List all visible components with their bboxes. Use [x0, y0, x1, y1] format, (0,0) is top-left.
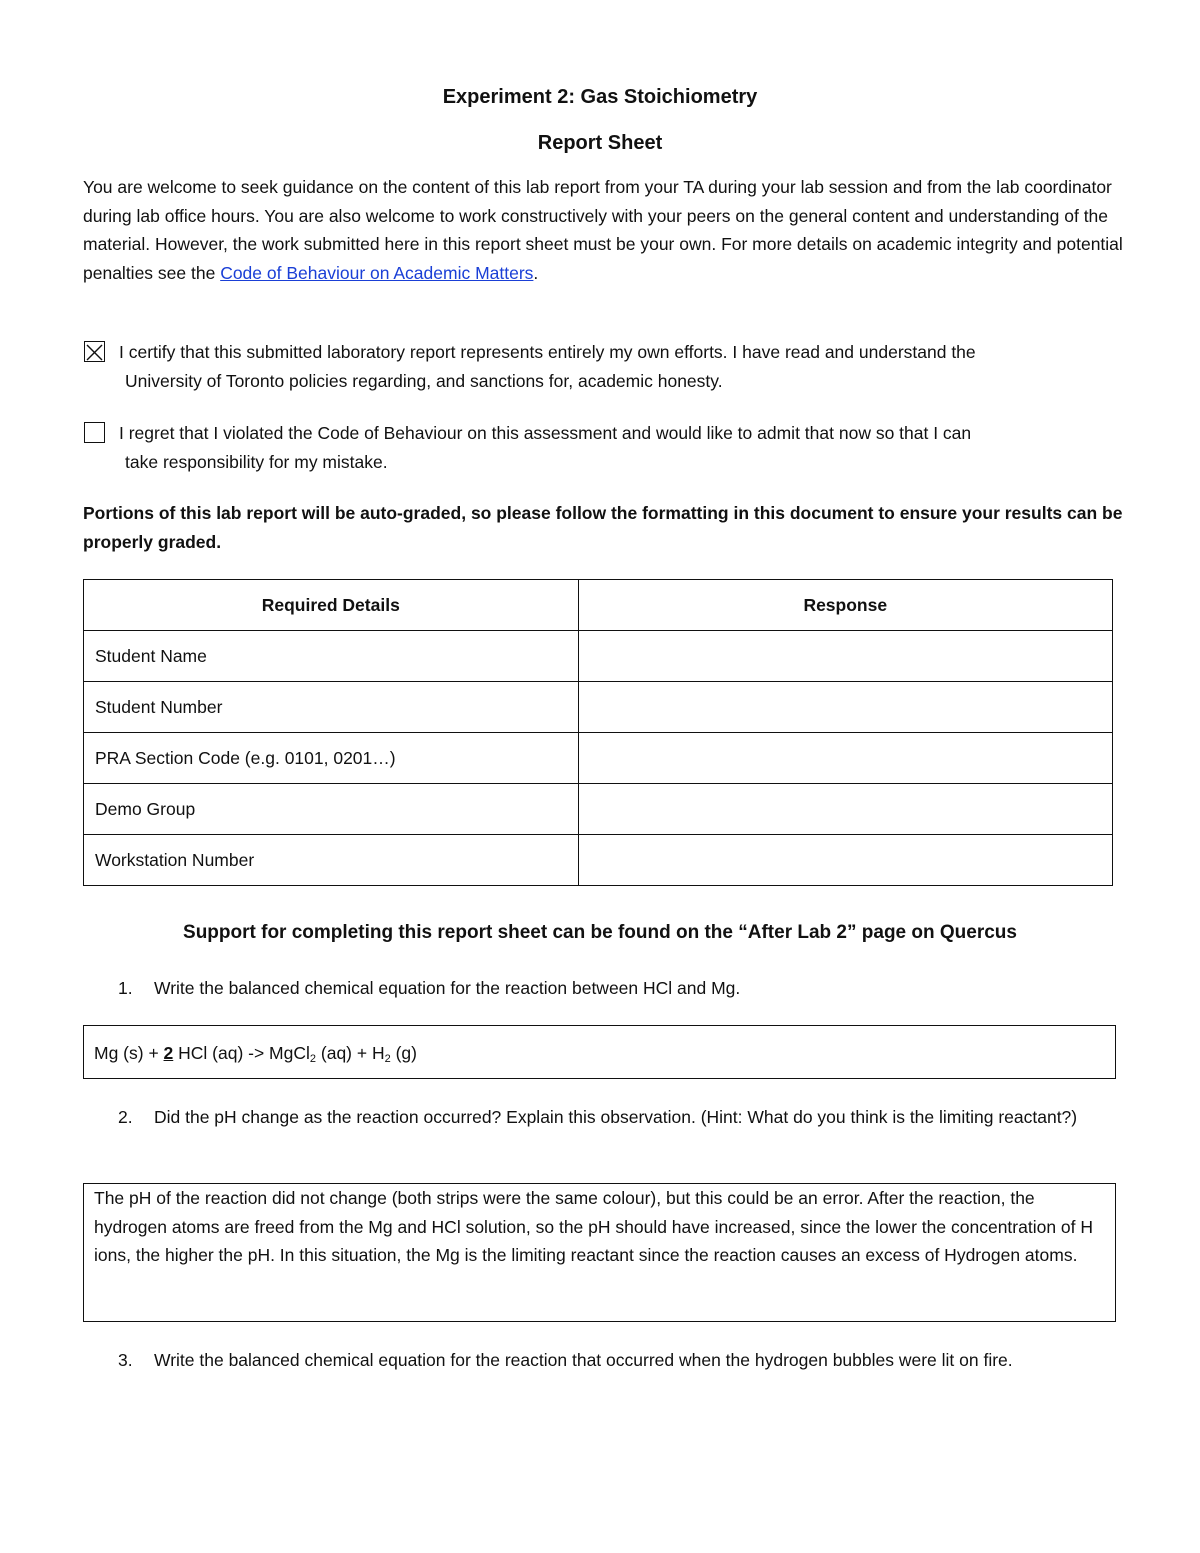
answer-1-part: (g): [390, 1043, 417, 1063]
regret-statement: [83, 419, 1123, 476]
question-2: [118, 1103, 1128, 1132]
question-number: 2.: [118, 1107, 133, 1127]
regret-text-line2: take responsibility for my mistake.: [125, 451, 388, 472]
response-demo-group[interactable]: [578, 784, 1112, 835]
answer-1-part: HCl (aq) -> MgCl: [173, 1043, 310, 1063]
label-demo-group: Demo Group: [84, 784, 579, 835]
checked-x-icon: [85, 343, 104, 362]
page-title: Experiment 2: Gas Stoichiometry: [442, 86, 758, 108]
answer-1-coefficient: 2: [163, 1043, 174, 1063]
table-row: [84, 631, 1113, 682]
label-workstation-number: Workstation Number: [84, 835, 579, 886]
label-student-number: Student Number: [84, 682, 579, 733]
question-text: Did the pH change as the reaction occurred? Explain this observation. (Hint: What do you think is the limiting reactant?): [154, 1107, 1078, 1127]
intro-text-end: .: [533, 262, 539, 283]
certify-text-line1: I certify that this submitted laboratory report represents entirely my own efforts. I have read and understand the: [119, 342, 976, 362]
answer-1-part: (aq) + H: [316, 1043, 385, 1063]
certify-text-line2: University of Toronto policies regarding, and sanctions for, academic honesty.: [125, 370, 723, 391]
question-text: Write the balanced chemical equation for the reaction between HCl and Mg.: [154, 978, 741, 998]
table-row: [84, 682, 1113, 733]
label-pra-section-code: PRA Section Code (e.g. 0101, 0201…): [84, 733, 579, 784]
page-subtitle: Report Sheet: [537, 132, 663, 154]
response-student-number[interactable]: [578, 682, 1112, 733]
intro-text: You are welcome to seek guidance on the content of this lab report from your TA during your lab session and from the lab coordinator during lab office hours. You are also welcome to work constructively with your peers on the general content and understanding of the material. However, the work submitted here in this report sheet must be your own. For more details on academic integrity and potential penalties see the: [83, 177, 1123, 283]
response-workstation-number[interactable]: [578, 835, 1112, 886]
header-required-details: Required Details: [84, 580, 579, 631]
required-details-table: [83, 579, 1113, 886]
response-pra-section-code[interactable]: [578, 733, 1112, 784]
certify-checkbox[interactable]: [84, 341, 105, 362]
question-3: [118, 1346, 1128, 1375]
intro-paragraph: [83, 173, 1123, 287]
question-text: Write the balanced chemical equation for the reaction that occurred when the hydrogen bubbles were lit on fire.: [154, 1350, 1013, 1370]
table-header-row: [84, 580, 1113, 631]
table-row: [84, 835, 1113, 886]
question-number: 1.: [118, 978, 133, 998]
header-response: Response: [578, 580, 1112, 631]
regret-checkbox[interactable]: [84, 422, 105, 443]
certify-statement: [83, 338, 1123, 395]
auto-grade-notice: Portions of this lab report will be auto-graded, so please follow the formatting in this document to ensure your results can be properly graded.: [83, 503, 1123, 552]
academic-code-link[interactable]: Code of Behaviour on Academic Matters: [220, 262, 534, 283]
support-heading: Support for completing this report sheet can be found on the “After Lab 2” page on Quercus: [183, 922, 1017, 943]
question-number: 3.: [118, 1350, 133, 1370]
response-student-name[interactable]: [578, 631, 1112, 682]
table-row: [84, 733, 1113, 784]
answer-1-subscript: 2: [384, 1053, 391, 1065]
answer-2-box[interactable]: The pH of the reaction did not change (both strips were the same colour), but this could be an error. After the reaction, the hydrogen atoms are freed from the Mg and HCl solution, so the pH should have increased, since the lower the concentration of H ions, the higher the pH. In this situation, the Mg is the limiting reactant since the reaction causes an excess of Hydrogen atoms.: [83, 1183, 1116, 1322]
table-row: [84, 784, 1113, 835]
answer-1-box[interactable]: [83, 1025, 1116, 1079]
label-student-name: Student Name: [84, 631, 579, 682]
answer-1-subscript: 2: [309, 1053, 317, 1065]
answer-1-part: Mg (s) +: [94, 1043, 164, 1063]
question-1: [118, 974, 1128, 1003]
regret-text-line1: I regret that I violated the Code of Behaviour on this assessment and would like to admit that now so that I can: [119, 423, 972, 443]
